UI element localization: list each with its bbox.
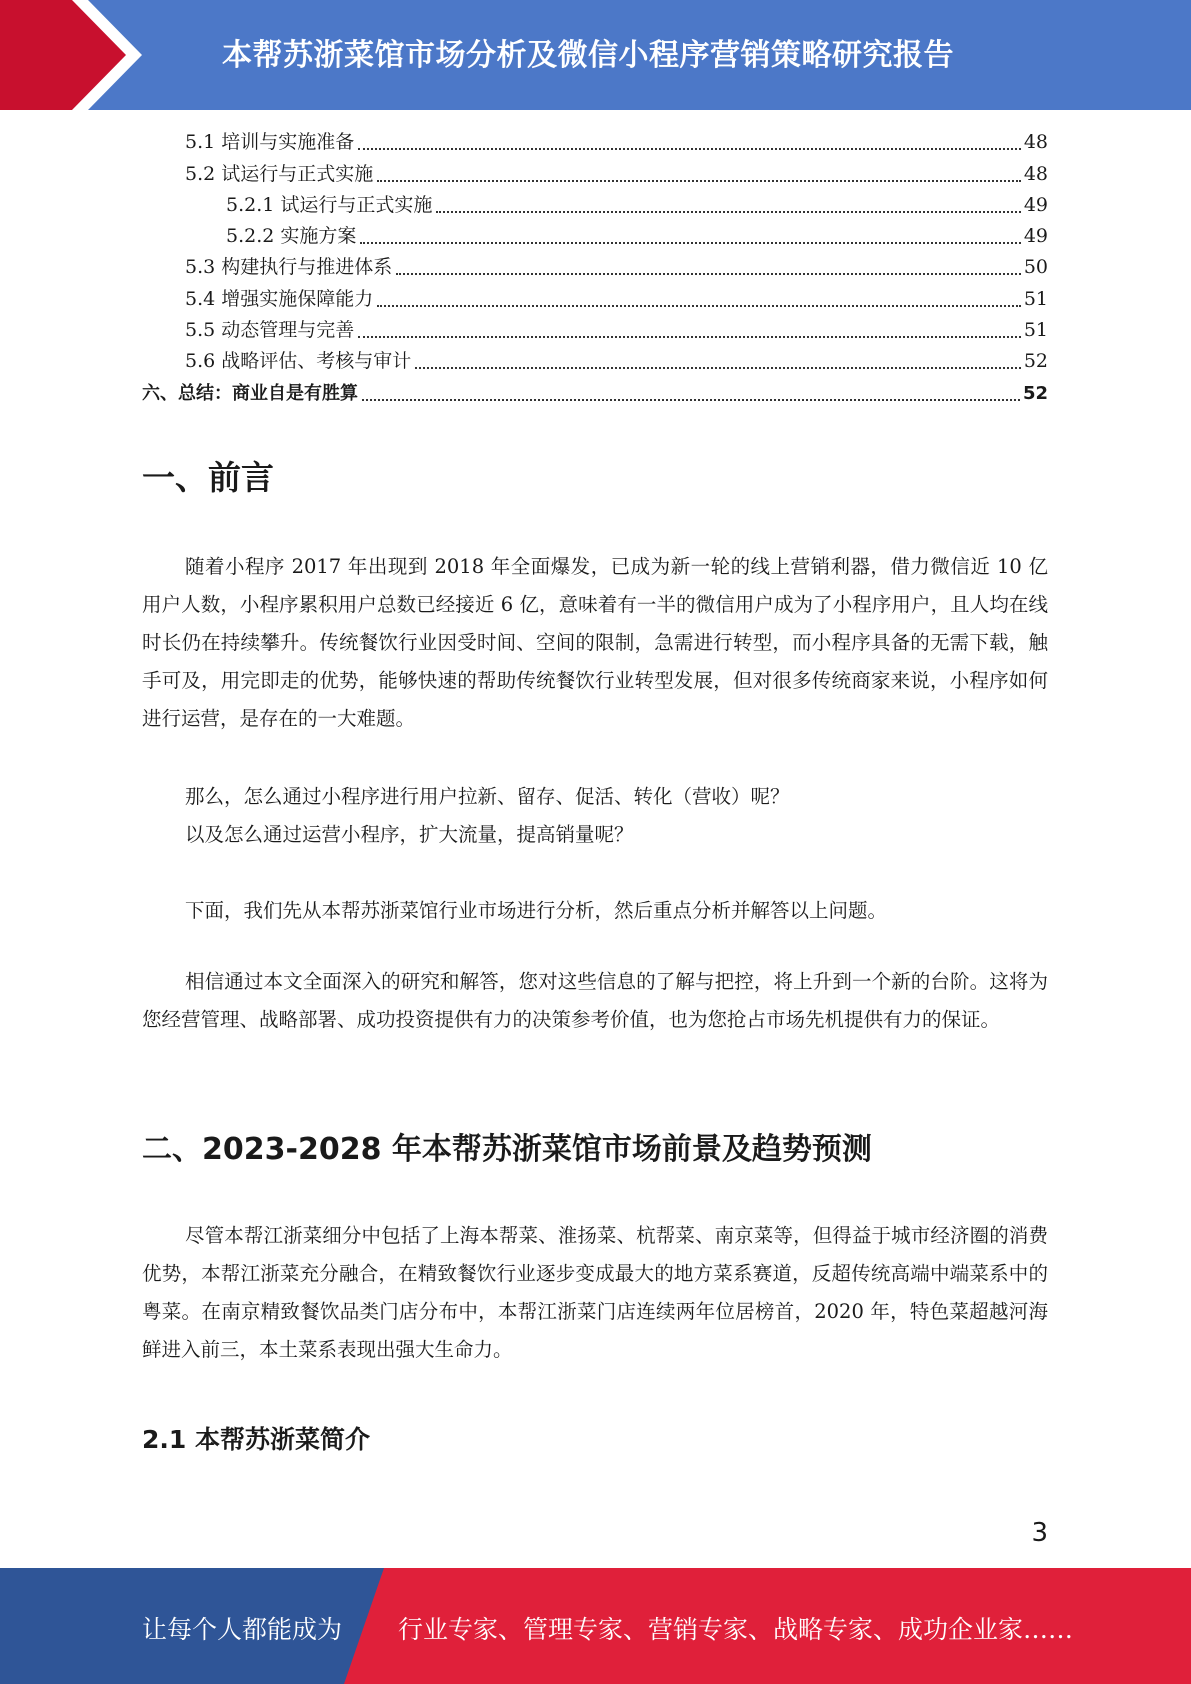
toc-entry-title: 5.2 试运行与正式实施 <box>185 159 377 190</box>
section-heading-market-forecast: 二、2023-2028 年本帮苏浙菜馆市场前景及趋势预测 <box>142 1132 872 1167</box>
toc-entry[interactable] <box>142 283 1048 314</box>
toc-entry-page: 48 <box>1021 159 1048 190</box>
report-title: 本帮苏浙菜馆市场分析及微信小程序营销策略研究报告 <box>222 38 954 73</box>
toc-leader-dots <box>436 211 1020 213</box>
toc-leader-dots <box>358 336 1021 338</box>
preface-question-1: 那么，怎么通过小程序进行用户拉新、留存、促活、转化（营收）呢？ <box>185 785 790 808</box>
toc-leader-dots <box>362 399 1020 401</box>
page-number: 3 <box>1031 1518 1048 1548</box>
toc-entry-page: 48 <box>1021 127 1048 158</box>
footer-slogan-right: 行业专家、管理专家、营销专家、战略专家、成功企业家…… <box>398 1615 1074 1644</box>
toc-entry[interactable] <box>142 158 1048 189</box>
toc-entry[interactable] <box>142 221 1048 252</box>
toc-entry-page: 51 <box>1021 284 1048 315</box>
toc-entry-page: 52 <box>1020 378 1048 409</box>
toc-entry-page: 51 <box>1021 315 1048 346</box>
preface-paragraph-1: 随着小程序 2017 年出现到 2018 年全面爆发，已成为新一轮的线上营销利器，借力微信近 10 亿用户人数，小程序累积用户总数已经接近 6 亿，意味着有一半的微信用户成为了小程序用户，且人均在线时长仍在持续攀升。传统餐饮行业因受时间、空间的限制，急需进行转型，而小程序具备的无需下载，触手可及，用完即走的优势，能够快速的帮助传统餐饮行业转型发展，但对很多传统商家来说，小程序如何进行运营，是存在的一大难题。 <box>142 555 1048 730</box>
toc-leader-dots <box>360 242 1020 244</box>
market-forecast-paragraph: 尽管本帮江浙菜细分中包括了上海本帮菜、淮扬菜、杭帮菜、南京菜等，但得益于城市经济圈的消费优势，本帮江浙菜充分融合，在精致餐饮行业逐步变成最大的地方菜系赛道，反超传统高端中端菜系中的粤菜。在南京精致餐饮品类门店分布中，本帮江浙菜门店连续两年位居榜首，2020 年，特色菜超越河海鲜进入前三，本土菜系表现出强大生命力。 <box>142 1224 1048 1361</box>
toc-entry[interactable] <box>142 127 1048 158</box>
toc-entry-page: 49 <box>1021 221 1048 252</box>
toc-entry-title: 5.3 构建执行与推进体系 <box>185 252 396 283</box>
page-header <box>0 0 1191 110</box>
toc-entry-title: 5.1 培训与实施准备 <box>185 127 358 158</box>
toc-leader-dots <box>415 367 1021 369</box>
toc-entry[interactable] <box>142 315 1048 346</box>
toc-entry-page: 49 <box>1021 190 1048 221</box>
toc-entry-title: 5.5 动态管理与完善 <box>185 315 358 346</box>
subsection-heading-intro: 2.1 本帮苏浙菜简介 <box>142 1425 370 1454</box>
toc-entry-title: 5.4 增强实施保障能力 <box>185 284 377 315</box>
toc-entry-title: 5.2.2 实施方案 <box>226 221 360 252</box>
toc-entry-title: 5.6 战略评估、考核与审计 <box>185 346 415 377</box>
toc-entry-page: 52 <box>1021 346 1048 377</box>
preface-paragraph-2: 下面，我们先从本帮苏浙菜馆行业市场进行分析，然后重点分析并解答以上问题。 <box>185 899 888 922</box>
toc-leader-dots <box>377 305 1021 307</box>
toc-entry-title: 六、总结：商业自是有胜算 <box>142 378 362 409</box>
toc-entry[interactable] <box>142 346 1048 377</box>
toc-entry-title: 5.2.1 试运行与正式实施 <box>226 190 436 221</box>
toc-entry[interactable] <box>142 190 1048 221</box>
toc-entry[interactable] <box>142 252 1048 283</box>
toc-leader-dots <box>358 148 1021 150</box>
table-of-contents <box>142 127 1048 409</box>
footer-slogan-left: 让每个人都能成为 <box>142 1615 343 1644</box>
toc-leader-dots <box>396 273 1021 275</box>
toc-entry[interactable] <box>142 377 1048 408</box>
toc-entry-page: 50 <box>1021 252 1048 283</box>
page-footer <box>0 1568 1191 1684</box>
section-heading-preface: 一、前言 <box>142 458 274 497</box>
toc-leader-dots <box>377 180 1021 182</box>
preface-paragraph-3: 相信通过本文全面深入的研究和解答，您对这些信息的了解与把控，将上升到一个新的台阶。这将为您经营管理、战略部署、成功投资提供有力的决策参考价值，也为您抢占市场先机提供有力的保证。 <box>142 970 1048 1031</box>
preface-question-2: 以及怎么通过运营小程序，扩大流量，提高销量呢？ <box>185 823 634 846</box>
